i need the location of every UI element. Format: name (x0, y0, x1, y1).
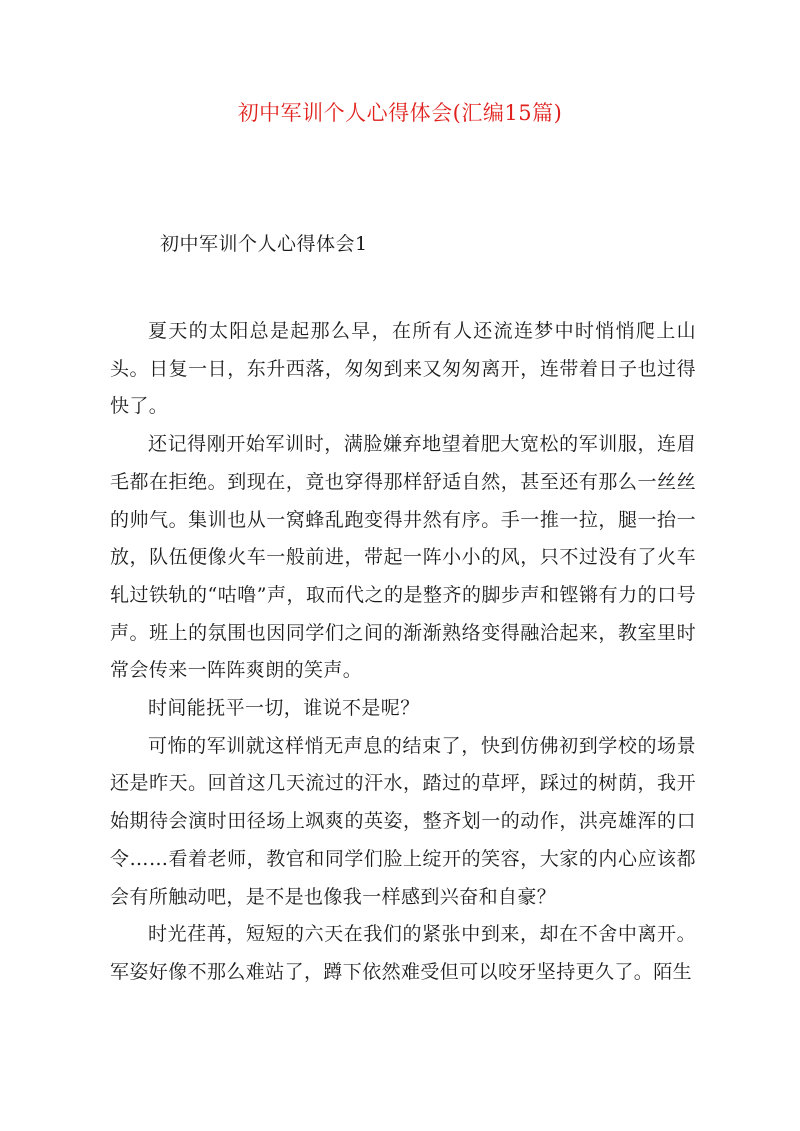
document-title: 初中军训个人心得体会(汇编15篇) (237, 101, 563, 125)
document-body (110, 313, 696, 992)
paragraph: 时光荏苒，短短的六天在我们的紧张中到来，却在不舍中离开。军姿好像不那么难站了，蹲下依然难受但可以咬牙坚持更久了。陌生 (110, 923, 696, 983)
paragraph: 夏天的太阳总是起那么早，在所有人还流连梦中时悄悄爬上山头。日复一日，东升西落，匆匆到来又匆匆离开，连带着日子也过得快了。 (110, 320, 696, 418)
paragraph: 可怖的军训就这样悄无声息的结束了，快到仿佛初到学校的场景还是昨天。回首这几天流过的汗水，踏过的草坪，踩过的树荫，我开始期待会演时田径场上飒爽的英姿，整齐划一的动作，洪亮雄浑的口令……看着老师，教官和同学们脸上绽开的笑容，大家的内心应该都会有所触动吧，是不是也像我一样感到兴奋和自豪？ (110, 734, 696, 908)
paragraph: 时间能抚平一切，谁说不是呢？ (148, 697, 420, 720)
paragraph: 还记得刚开始军训时，满脸嫌弃地望着肥大宽松的军训服，连眉毛都在拒绝。到现在，竟也穿得那样舒适自然，甚至还有那么一丝丝的帅气。集训也从一窝蜂乱跑变得井然有序。手一推一拉，腿一抬一放，队伍便像火车一般前进，带起一阵小小的风，只不过没有了火车轧过铁轨的“咕噜”声，取而代之的是整齐的脚步声和铿锵有力的口号声。班上的氛围也因同学们之间的渐渐熟络变得融洽起来，教室里时常会传来一阵阵爽朗的笑声。 (110, 433, 696, 682)
section-heading: 初中军训个人心得体会1 (160, 233, 368, 255)
